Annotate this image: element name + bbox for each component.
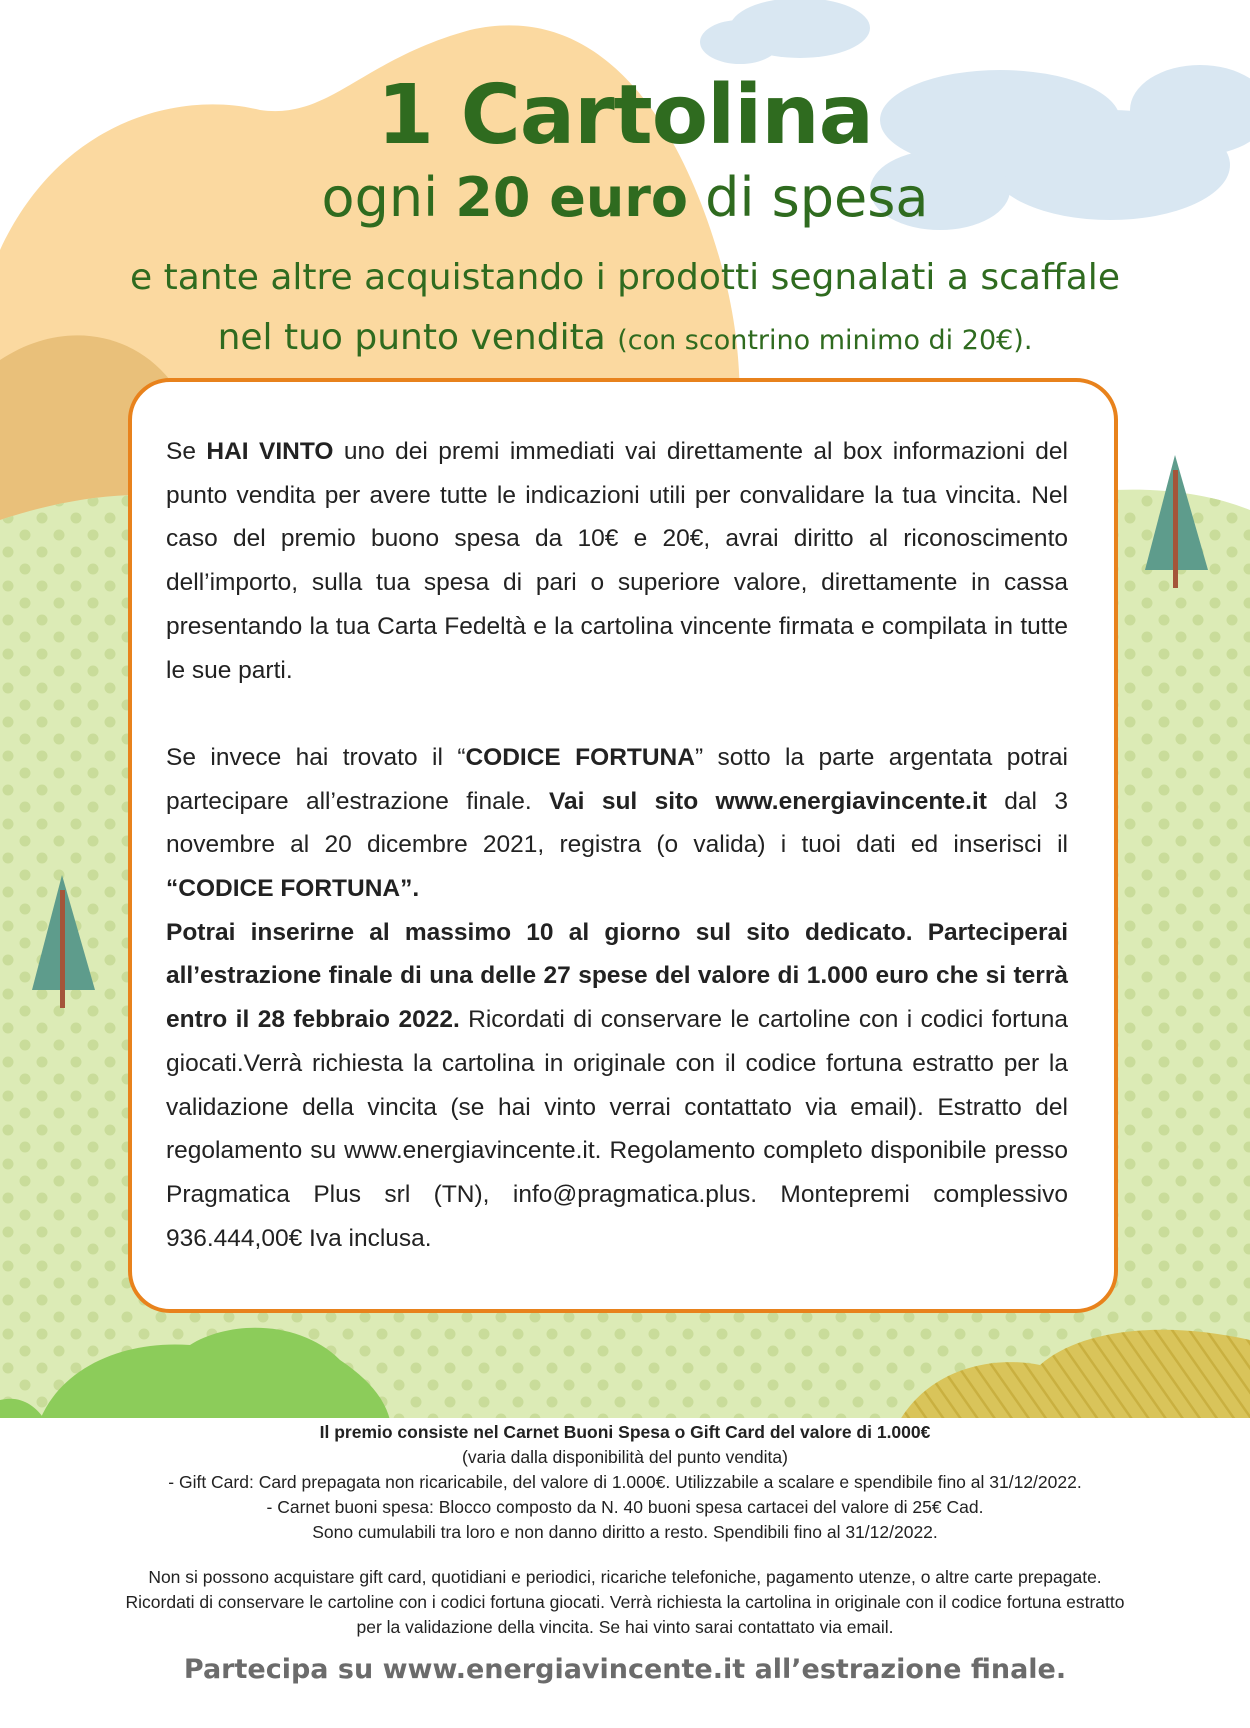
body-text: ” sotto la parte argentata potrai partecipare all’estrazione finale. [166,743,1068,815]
footer-terms [0,1420,1250,1690]
reminder-line-1: Ricordati di conservare le cartoline con i codici fortuna giocati. Verrà richiesta la cartolina in originale con il codice fortuna estratto [125,1592,1125,1612]
tagline [0,248,1250,371]
gift-card-terms: - Gift Card: Card prepagata non ricaricabile, del valore di 1.000€. Utilizzabile a scalare e spendibile fino al 31/12/2022. [168,1472,1082,1492]
exclusions-note: Non si possono acquistare gift card, quotidiani e periodici, ricariche telefoniche, pagamento utenze, o altre carte prepagate. [148,1567,1102,1587]
subheadline-text: di spesa [688,166,929,229]
tagline-line-1: e tante altre acquistando i prodotti segnalati a scaffale [130,257,1120,298]
body-text: dal 3 novembre al 20 dicembre 2021, registra (o valida) i tuoi dati ed inserisci il [166,787,1068,859]
body-text: uno dei premi immediati vai direttamente al box informazioni del punto vendita per avere tutte le indicazioni utili per convalidare la tua vincita. Nel caso del premio buono spesa da 10€ e 20€, avrai diritto al riconoscimento dell’importo, sulla tua spesa di pari o superiore valore, direttamente in cassa presentando la tua Carta Fedeltà e la cartolina vincente firmata e compilata in tutte le sue parti. [166,438,1068,684]
lucky-code-paragraph [166,736,1068,1260]
bold-text: HAI VINTO [206,438,334,465]
bold-text: Potrai inserirne al massimo 10 al giorno sul sito dedicato. Parteciperai all’estrazione finale di una delle 27 spese del valore di 1.000 euro che si terrà entro il 28 febbraio 2022. [166,918,1068,1034]
tagline-line-2 [0,308,1250,371]
body-text: Ricordati di conservare le cartoline con i codici fortuna giocati.Verrà richiesta la cartolina in originale con il codice fortuna estratto per la validazione della vincita (se hai vinto verrai contattato via email). Estratto del regolamento su www.energiavincente.it. Regolamento completo disponibile presso Pragmatica Plus srl (TN), info@pragmatica.plus. Montepremi complessivo 936.444,00€ Iva inclusa. [166,1006,1068,1252]
bold-text: CODICE FORTUNA [465,743,695,771]
tagline-note: (con scontrino minimo di 20€). [617,325,1033,356]
subheadline-text: ogni [321,166,456,229]
winner-paragraph [166,430,1068,692]
body-text: Se invece hai trovato il “ [166,743,466,771]
reminder-line-2: per la validazione della vincita. Se hai vinto sarai contattato via email. [356,1617,894,1637]
bold-text: “CODICE FORTUNA”. [166,875,420,903]
prize-note: (varia dalla disponibilità del punto vendita) [462,1447,788,1467]
call-to-action: Partecipa su www.energiavincente.it all’estrazione finale. [183,1654,1067,1685]
prize-title: Il premio consiste nel Carnet Buoni Spesa o Gift Card del valore di 1.000€ [319,1422,931,1442]
body-text: Se [166,438,207,465]
carnet-terms: - Carnet buoni spesa: Blocco composto da N. 40 buoni spesa cartacei del valore di 25€ Cad. [266,1497,984,1517]
subheadline [0,166,1250,229]
tagline-text: nel tuo punto vendita [217,317,618,358]
bold-text: Vai sul sito www.energiavincente.it [549,787,987,815]
subheadline-amount: 20 euro [455,166,688,229]
info-card [128,378,1118,1313]
headline: 1 Cartolina [376,68,873,163]
carnet-note: Sono cumulabili tra loro e non danno diritto a resto. Spendibili fino al 31/12/2022. [312,1522,938,1542]
